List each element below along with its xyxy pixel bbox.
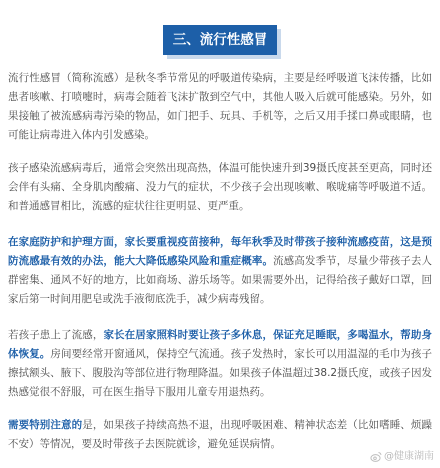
- paragraph-text: 房间要经常开窗通风，保持空气流通。孩子发热时，家长可以用温湿的毛巾为孩子擦拭额头、腋下、腹股沟等部位进行物理降温。如果孩子体温超过38.2摄氏度，或孩子因发热感觉很不舒服，可在医生指导下服用儿童专用退热药。: [8, 348, 433, 398]
- paragraph-text: 流感高发季节，尽量少带孩子去人群密集、通风不好的地方，比如商场、游乐场等。如果需要外出，记得给孩子戴好口罩，回家后第一时间用肥皂或洗手液彻底洗手，减少病毒残留。: [8, 255, 433, 305]
- paragraph-text: 是，如果孩子持续高热不退，出现呼吸困难、精神状态差（比如嗜睡、烦躁不安）等情况，要及时带孩子去医院就诊，避免延误病情。: [8, 419, 432, 450]
- weibo-icon: [370, 451, 382, 463]
- paragraph-text: 孩子感染流感病毒后，通常会突然出现高热，体温可能快速升到39摄氏度甚至更高，同时还会伴有头痛、全身肌肉酸痛、没力气的症状，不少孩子会出现咳嗽、喉咙痛等呼吸道不适。和普通感冒相比，流感的症状往往更明显、更严重。: [8, 162, 432, 212]
- highlighted-text: 在家庭防护和护理方面，家长要重视疫苗接种，每年秋季及时带孩子接种流感疫苗，这是预防流感最有效的办法，能大大降低感染风险和重症概率。: [8, 236, 432, 267]
- paragraph-home-care: [8, 326, 432, 402]
- highlighted-text: 需要特别注意的: [8, 419, 83, 431]
- watermark: [370, 450, 434, 464]
- paragraph-warning: [8, 416, 432, 454]
- section-title: 三、流行性感冒: [172, 32, 268, 48]
- highlighted-text: 家长在居家照料时要让孩子多休息，保证充足睡眠，多喝温水，帮助身体恢复。: [8, 329, 433, 360]
- article-body: [8, 69, 432, 468]
- watermark-text: @健康湖南: [384, 451, 434, 462]
- paragraph-symptoms: [8, 159, 432, 216]
- paragraph-lead: 若孩子患上了流感，: [8, 329, 104, 341]
- paragraph-text: 流行性感冒（简称流感）是秋冬季节常见的呼吸道传染病，主要是经呼吸道飞沫传播，比如患者咳嗽、打喷嚏时，病毒会随着飞沫扩散到空气中，其他人吸入后就可能感染。另外，如果接触了被流感病毒污染的物品，如门把手、玩具、手机等，之后又用手揉口鼻或眼睛，也可能让病毒进入体内引发感染。: [8, 72, 432, 141]
- paragraph-transmission: [8, 69, 432, 145]
- paragraph-prevention: [8, 233, 432, 309]
- section-header: [163, 25, 277, 55]
